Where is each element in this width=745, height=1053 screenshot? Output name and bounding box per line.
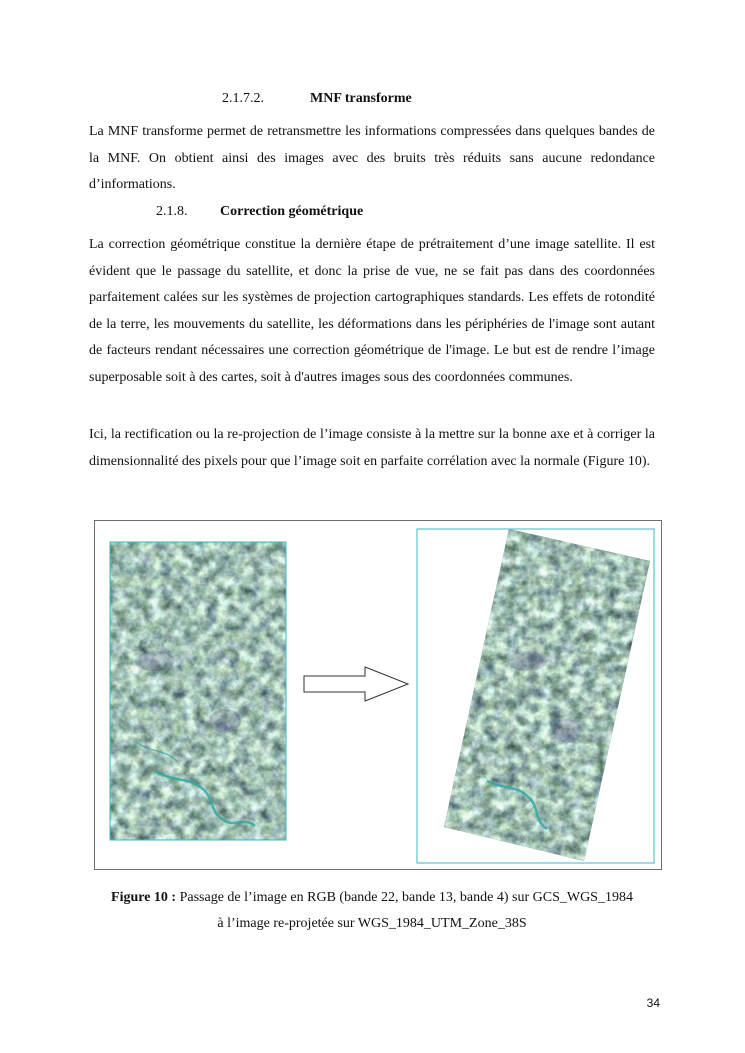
section-number: 2.1.8. — [156, 204, 188, 219]
figure-caption-line1: Passage de l’image en RGB (bande 22, bande 13, bande 4) sur GCS_WGS_1984 — [179, 890, 633, 905]
page-number: 34 — [646, 996, 660, 1010]
original-satellite-image — [110, 542, 286, 840]
figure-frame — [94, 520, 662, 870]
figure-graphic — [95, 521, 661, 869]
figure-caption-line2: à l’image re-projetée sur WGS_1984_UTM_Zone_38S — [217, 916, 527, 931]
paragraph-correction-1: La correction géométrique constitue la dernière étape de prétraitement d’une image satellite. Il est évident que le passage du satellite, et donc la prise de vue, ne se fait pas dans des coordonnées parfaitement calées sur les systèmes de projection cartographiques standards. Les effets de rotondité de la terre, les mouvements du satellite, les déformations dans les périphéries de l'image sont autant de facteurs rendant nécessaires une correction géométrique de l'image. Le but est de rendre l’image superposable soit à des cartes, soit à d'autres images sous des coordonnées communes. — [89, 237, 655, 385]
section-heading-mnf — [222, 90, 412, 108]
paragraph-correction-2: Ici, la rectification ou la re-projection de l’image consiste à la mettre sur la bonne axe et à corriger la dimensionnalité des pixels pour que l’image soit en parfaite corrélation avec la normale (Figure 10). — [89, 427, 655, 469]
reprojected-satellite-image — [417, 521, 657, 869]
right-arrow-icon — [304, 667, 408, 701]
figure-label: Figure 10 : — [111, 890, 177, 905]
section-title: Correction géométrique — [220, 204, 364, 219]
paragraph-mnf: La MNF transforme permet de retransmettre les informations compressées dans quelques bandes de la MNF. On obtient ainsi des images avec des bruits très réduits sans aucune redondance d’informations. — [89, 124, 655, 192]
figure-caption — [89, 885, 655, 937]
section-number: 2.1.7.2. — [222, 91, 264, 106]
section-title: MNF transforme — [310, 91, 412, 106]
section-heading-correction — [156, 203, 364, 221]
